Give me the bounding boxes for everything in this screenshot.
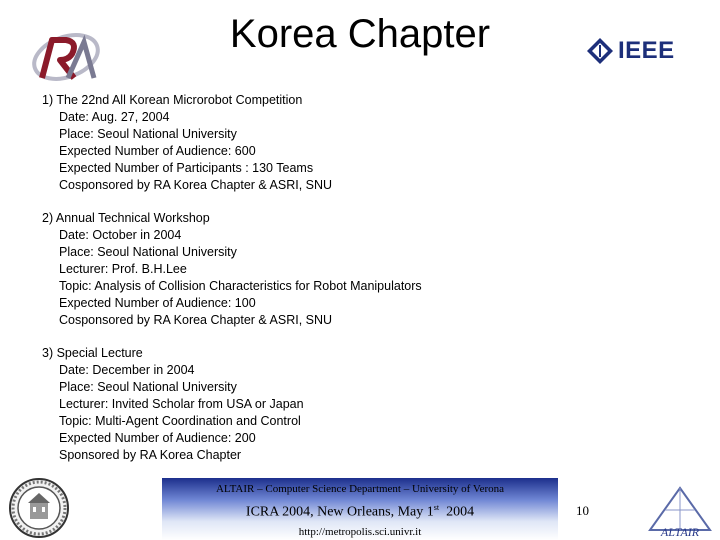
- university-seal-icon: [8, 477, 70, 539]
- footer-conference: [162, 503, 558, 521]
- section-line: Lecturer: Prof. B.H.Lee: [59, 262, 187, 276]
- section-technical-workshop: [42, 210, 682, 329]
- ieee-diamond-icon: [586, 37, 614, 65]
- section-line: Date: October in 2004: [59, 228, 182, 242]
- section-line: Topic: Analysis of Collision Characteristics for Robot Manipulators: [59, 279, 422, 293]
- section-heading: 3) Special Lecture: [42, 346, 143, 360]
- page-number: 10: [576, 503, 589, 518]
- section-line: Place: Seoul National University: [59, 127, 237, 141]
- slide-body: [42, 92, 682, 480]
- section-line: Place: Seoul National University: [59, 380, 237, 394]
- footer-department: ALTAIR – Computer Science Department – University of Verona: [215, 483, 505, 495]
- section-line: Lecturer: Invited Scholar from USA or Japan: [59, 397, 304, 411]
- section-line: Cosponsored by RA Korea Chapter & ASRI, SNU: [59, 178, 333, 192]
- section-line: Date: December in 2004: [59, 363, 195, 377]
- footer-conference-year: 2004: [446, 504, 475, 520]
- footer-conference-text: ICRA 2004, New Orleans, May 1: [245, 504, 434, 520]
- section-line: Expected Number of Audience: 200: [59, 431, 256, 445]
- footer-url[interactable]: http://metropolis.sci.univr.it: [298, 526, 422, 538]
- ieee-wordmark: IEEE: [618, 37, 675, 64]
- footer-conference-sup: st: [433, 503, 440, 512]
- section-line: Place: Seoul National University: [59, 245, 237, 259]
- section-microrobot-competition: [42, 92, 682, 194]
- altair-logo-icon: [640, 486, 716, 538]
- section-line: Topic: Multi-Agent Coordination and Control: [59, 414, 301, 428]
- section-line: Date: Aug. 27, 2004: [59, 110, 170, 124]
- slide-title: Korea Chapter: [229, 12, 491, 56]
- section-line: Expected Number of Participants : 130 Teams: [59, 161, 314, 175]
- section-line: Expected Number of Audience: 100: [59, 296, 256, 310]
- section-line: Sponsored by RA Korea Chapter: [59, 448, 242, 462]
- section-line: Expected Number of Audience: 600: [59, 144, 256, 158]
- section-heading: 1) The 22nd All Korean Microrobot Competition: [42, 93, 303, 107]
- altair-logo-text: ALTAIR: [660, 525, 700, 538]
- section-line: Cosponsored by RA Korea Chapter & ASRI, SNU: [59, 313, 333, 327]
- ra-logo-icon: [28, 30, 104, 84]
- ieee-logo: [586, 36, 690, 66]
- section-special-lecture: [42, 345, 682, 464]
- section-heading: 2) Annual Technical Workshop: [42, 211, 210, 225]
